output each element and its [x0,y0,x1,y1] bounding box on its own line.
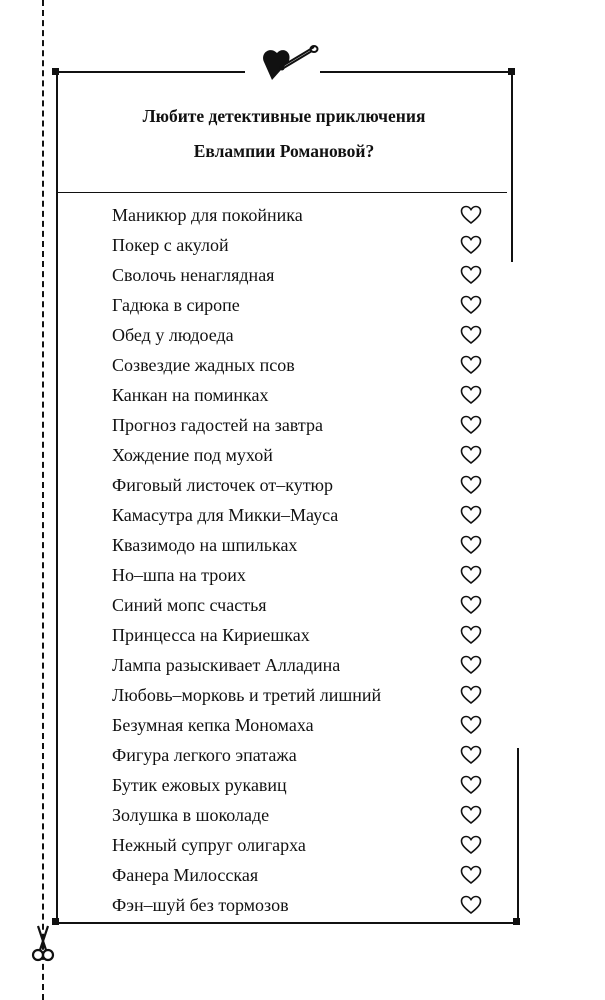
book-title: Золушка в шоколаде [112,804,270,825]
book-title: Нежный супруг олигарха [112,834,306,855]
frame-bottom-border [55,922,518,924]
heart-outline-icon[interactable] [460,745,482,765]
corner-mark [513,918,520,925]
cut-line [42,0,44,1000]
list-item [112,740,482,770]
list-item [112,320,482,350]
heart-outline-icon[interactable] [460,895,482,915]
frame-top-left-border [55,71,245,73]
list-item [112,440,482,470]
book-title: Фиговый листочек от–кутюр [112,474,334,495]
list-item [112,380,482,410]
book-title: Канкан на поминках [112,384,269,405]
book-title: Безумная кепка Мономаха [112,714,314,735]
book-title: Синий мопс счастья [112,594,267,615]
list-item [112,620,482,650]
book-title: Маникюр для покойника [112,204,303,225]
list-item [112,800,482,830]
heart-outline-icon[interactable] [460,415,482,435]
book-title: Фанера Милосская [112,864,259,885]
book-title: Бутик ежовых рукавиц [112,774,287,795]
list-item [112,470,482,500]
list-item [112,230,482,260]
heart-outline-icon[interactable] [460,355,482,375]
heart-outline-icon[interactable] [460,385,482,405]
heart-outline-icon[interactable] [460,205,482,225]
list-item [112,680,482,710]
scissors-icon [30,924,56,964]
list-item [112,710,482,740]
frame-left-border [56,72,58,924]
list-item [112,890,482,920]
heart-outline-icon[interactable] [460,235,482,255]
heart-outline-icon[interactable] [460,775,482,795]
heart-outline-icon[interactable] [460,595,482,615]
book-title: Хождение под мухой [112,444,273,465]
heart-outline-icon[interactable] [460,445,482,465]
frame-top-right-border [320,71,512,73]
heading-line-2: Евлампии Романовой? [193,141,375,161]
heart-outline-icon[interactable] [460,535,482,555]
book-title: Сволочь ненаглядная [112,264,275,285]
heart-outline-icon[interactable] [460,295,482,315]
list-item [112,860,482,890]
heart-outline-icon[interactable] [460,565,482,585]
book-title: Фигура легкого эпатажа [112,744,297,765]
heart-outline-icon[interactable] [460,835,482,855]
book-title: Камасутра для Микки–Мауса [112,504,339,525]
list-item [112,650,482,680]
heart-outline-icon[interactable] [460,265,482,285]
heart-with-safety-pin-icon [258,40,320,84]
heading-line-1: Любите детективные приключения [142,106,426,126]
heading-separator [57,192,507,193]
corner-mark [508,68,515,75]
book-title: Квазимодо на шпильках [112,534,298,555]
list-item [112,260,482,290]
list-item [112,560,482,590]
book-title: Прогноз гадостей на завтра [112,414,323,435]
book-title: Фэн–шуй без тормозов [112,894,289,915]
heart-outline-icon[interactable] [460,505,482,525]
heart-outline-icon[interactable] [460,805,482,825]
heart-outline-icon[interactable] [460,625,482,645]
heart-outline-icon[interactable] [460,475,482,495]
book-title: Но–шпа на троих [112,564,246,585]
list-item [112,410,482,440]
book-title: Гадюка в сиропе [112,294,240,315]
book-list [112,200,482,920]
book-title: Созвездие жадных псов [112,354,295,375]
heart-outline-icon[interactable] [460,685,482,705]
list-item [112,830,482,860]
list-item [112,770,482,800]
list-item [112,530,482,560]
book-title: Лампа разыскивает Алладина [112,654,341,675]
heart-outline-icon[interactable] [460,655,482,675]
heart-outline-icon[interactable] [460,325,482,345]
book-title: Любовь–морковь и третий лишний [112,684,382,705]
list-item [112,200,482,230]
list-item [112,590,482,620]
list-item [112,290,482,320]
heart-outline-icon[interactable] [460,865,482,885]
heart-outline-icon[interactable] [460,715,482,735]
frame-right-border-bottom [517,748,519,924]
list-item [112,500,482,530]
list-item [112,350,482,380]
book-title: Покер с акулой [112,234,229,255]
book-title: Обед у людоеда [112,324,234,345]
corner-mark [52,68,59,75]
frame-right-border-top [511,72,513,262]
book-title: Принцесса на Кириешках [112,624,310,645]
